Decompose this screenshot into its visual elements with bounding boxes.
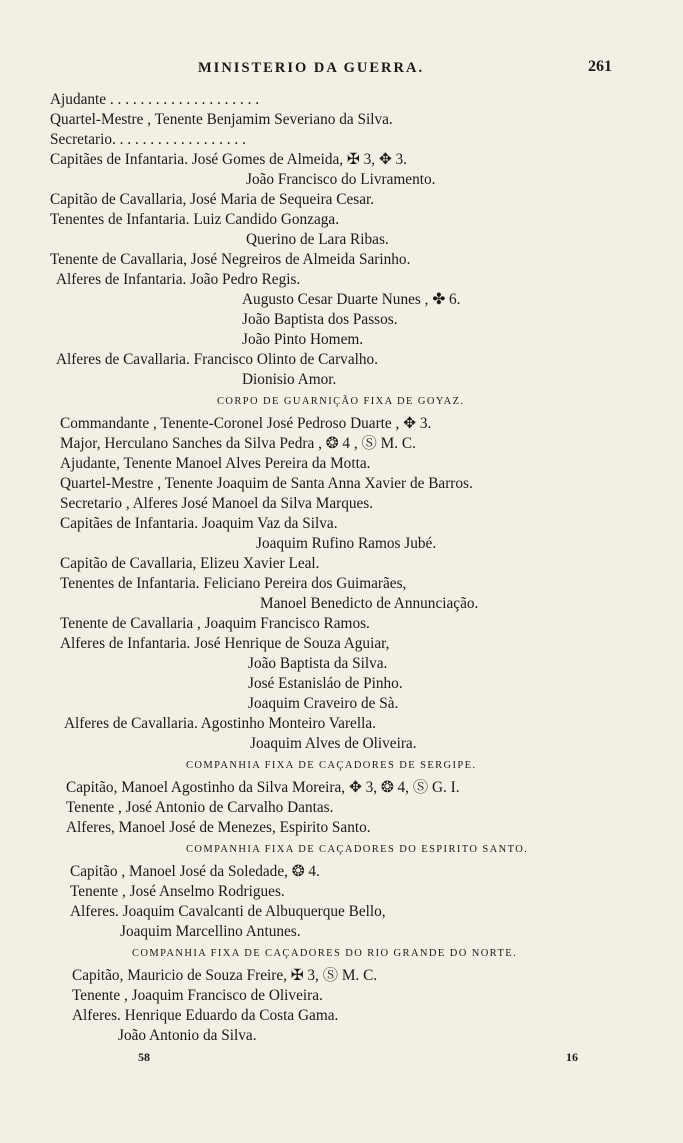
section-heading: COMPANHIA FIXA DE CAÇADORES DO RIO GRANDE DO NORTE.: [132, 948, 518, 959]
text-line: Alferes, Manoel José de Menezes, Espirito Santo.: [66, 819, 371, 836]
text-line: Tenente , Joaquim Francisco de Oliveira.: [72, 987, 323, 1004]
section-heading: COMPANHIA FIXA DE CAÇADORES DE SERGIPE.: [186, 760, 477, 771]
text-line: Joaquim Alves de Oliveira.: [250, 735, 417, 752]
text-line: Tenente de Cavallaria, José Negreiros de Almeida Sarinho.: [50, 251, 411, 268]
text-line: Capitão, Manoel Agostinho da Silva Moreira, ✥ 3, ❂ 4, Ⓢ G. I.: [66, 779, 460, 796]
page-number: 261: [588, 58, 612, 75]
text-line: Secretario. . . . . . . . . . . . . . . . . .: [50, 131, 246, 148]
text-line: Tenente , José Anselmo Rodrigues.: [70, 883, 285, 900]
text-line: Quartel-Mestre , Tenente Joaquim de Santa Anna Xavier de Barros.: [60, 475, 473, 492]
text-line: João Baptista da Silva.: [248, 655, 388, 672]
text-line: Tenente de Cavallaria , Joaquim Francisco Ramos.: [60, 615, 370, 632]
text-line: Capitão, Mauricio de Souza Freire, ✠ 3, Ⓢ M. C.: [72, 967, 378, 984]
text-line: Joaquim Craveiro de Sà.: [248, 695, 399, 712]
text-line: Alferes. Henrique Eduardo da Costa Gama.: [72, 1007, 339, 1024]
text-line: Alferes de Infantaria. José Henrique de Souza Aguiar,: [60, 635, 390, 652]
text-line: Alferes de Infantaria. João Pedro Regis.: [56, 271, 301, 288]
text-line: Ajudante, Tenente Manoel Alves Pereira da Motta.: [60, 455, 371, 472]
text-line: Dionisio Amor.: [242, 371, 337, 388]
text-line: Alferes de Cavallaria. Francisco Olinto de Carvalho.: [56, 351, 378, 368]
text-line: João Baptista dos Passos.: [242, 311, 398, 328]
text-line: Alferes de Cavallaria. Agostinho Monteiro Varella.: [64, 715, 376, 732]
text-line: Querino de Lara Ribas.: [246, 231, 389, 248]
section-heading: CORPO DE GUARNIÇÃO FIXA DE GOYAZ.: [217, 396, 465, 407]
section-heading: COMPANHIA FIXA DE CAÇADORES DO ESPIRITO SANTO.: [186, 844, 529, 855]
text-line: José Estanisláo de Pinho.: [248, 675, 403, 692]
text-line: Secretario , Alferes José Manoel da Silva Marques.: [60, 495, 374, 512]
text-line: Capitães de Infantaria. Joaquim Vaz da Silva.: [60, 515, 338, 532]
text-line: Quartel-Mestre , Tenente Benjamim Severiano da Silva.: [50, 111, 393, 128]
text-line: Alferes. Joaquim Cavalcanti de Albuquerque Bello,: [70, 903, 386, 920]
text-line: Capitães de Infantaria. José Gomes de Almeida, ✠ 3, ✥ 3.: [50, 151, 407, 168]
text-line: Ajudante . . . . . . . . . . . . . . . . . . . .: [50, 91, 260, 108]
text-line: Tenentes de Infantaria. Feliciano Pereira dos Guimarães,: [60, 575, 407, 592]
signature-mark-right: 16: [566, 1050, 578, 1064]
text-line: Capitão de Cavallaria, Elizeu Xavier Leal.: [60, 555, 320, 572]
text-line: Capitão de Cavallaria, José Maria de Sequeira Cesar.: [50, 191, 375, 208]
text-line: Joaquim Rufino Ramos Jubé.: [256, 535, 437, 552]
text-line: Capitão , Manoel José da Soledade, ❂ 4.: [70, 863, 320, 880]
text-line: Manoel Benedicto de Annunciação.: [260, 595, 479, 612]
text-line: Tenente , José Antonio de Carvalho Dantas.: [66, 799, 334, 816]
text-line: João Antonio da Silva.: [118, 1027, 257, 1044]
text-line: João Francisco do Livramento.: [246, 171, 436, 188]
text-line: Augusto Cesar Duarte Nunes , ✤ 6.: [242, 291, 461, 308]
text-line: Joaquim Marcellino Antunes.: [120, 923, 301, 940]
text-line: Commandante , Tenente-Coronel José Pedroso Duarte , ✥ 3.: [60, 415, 432, 432]
text-line: Tenentes de Infantaria. Luiz Candido Gonzaga.: [50, 211, 340, 228]
text-line: João Pinto Homem.: [242, 331, 364, 348]
page-title: MINISTERIO DA GUERRA.: [198, 60, 425, 76]
text-line: Major, Herculano Sanches da Silva Pedra , ❂ 4 , Ⓢ M. C.: [60, 435, 416, 452]
signature-mark-left: 58: [138, 1050, 150, 1064]
